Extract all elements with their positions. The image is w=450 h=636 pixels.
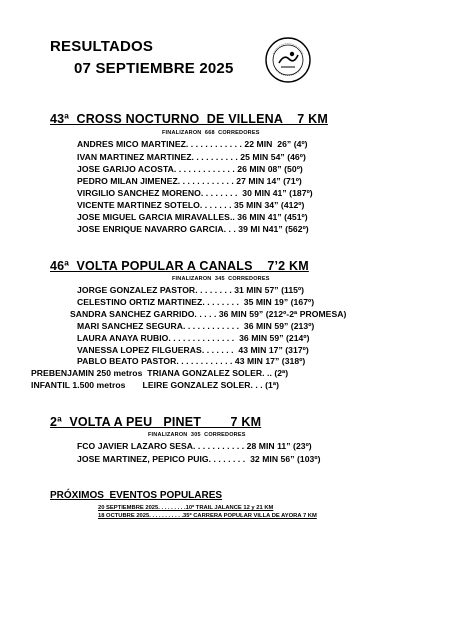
race-3-title: 2ª VOLTA A PEU PINET 7 KM bbox=[50, 415, 262, 429]
race-1-result: IVAN MARTINEZ MARTINEZ. . . . . . . . . . 25 MIN 54” (46º) bbox=[77, 152, 306, 162]
race-2-result: PREBENJAMIN 250 metros TRIANA GONZALEZ SOLER. .. (2ª) bbox=[31, 368, 289, 378]
race-2-result: LAURA ANAYA RUBIO. . . . . . . . . . . . . . 36 MIN 59” (214º) bbox=[77, 333, 310, 343]
race-2-result: MARI SANCHEZ SEGURA. . . . . . . . . . . . 36 MIN 59” (213º) bbox=[77, 321, 315, 331]
race-2-result: JORGE GONZALEZ PASTOR. . . . . . . . 31 MIN 57” (115º) bbox=[77, 285, 305, 295]
race-2-result: PABLO BEATO PASTOR. . . . . . . . . . . . 43 MIN 17” (318º) bbox=[77, 356, 306, 366]
race-1-finished: FINALIZARON 668 CORREDORES bbox=[162, 130, 260, 136]
event-item: 20 SEPTIEMBRE 2025. . . . . . . . .10º TRAIL JALANCE 12 y 21 KM bbox=[98, 505, 274, 511]
race-2-result: VANESSA LOPEZ FILGUERAS. . . . . . . 43 MIN 17” (317º) bbox=[77, 345, 309, 355]
race-1-result: JOSE GARIJO ACOSTA. . . . . . . . . . . . . 26 MIN 08” (50º) bbox=[77, 164, 303, 174]
race-1-result: ANDRES MICO MARTINEZ. . . . . . . . . . . . 22 MIN 26” (4º) bbox=[77, 139, 308, 149]
race-1-result: JOSE ENRIQUE NAVARRO GARCIA. . . 39 MI N41” (562º) bbox=[77, 224, 309, 234]
page-title: RESULTADOS bbox=[50, 38, 154, 55]
race-2-result: SANDRA SANCHEZ GARRIDO. . . . . 36 MIN 59” (212º-2ª PROMESA) bbox=[70, 309, 347, 319]
race-2-result: CELESTINO ORTIZ MARTINEZ. . . . . . . . 35 MIN 19” (167º) bbox=[77, 297, 315, 307]
race-3-finished: FINALIZARON 305 CORREDORES bbox=[148, 432, 246, 438]
club-logo bbox=[264, 36, 312, 84]
race-1-result: PEDRO MILAN JIMENEZ. . . . . . . . . . . . 27 MIN 14” (71º) bbox=[77, 176, 302, 186]
race-2-title: 46ª VOLTA POPULAR A CANALS 7’2 KM bbox=[50, 259, 309, 273]
event-item: 18 OCTUBRE 2025. . . . . . . . . . .35º CARRERA POPULAR VILLA DE AYORA 7 KM bbox=[98, 513, 317, 519]
events-title: PRÓXIMOS EVENTOS POPULARES bbox=[50, 490, 223, 501]
race-3-result: JOSE MARTINEZ, PEPICO PUIG. . . . . . . . 32 MIN 56” (103º) bbox=[77, 454, 321, 464]
page-date: 07 SEPTIEMBRE 2025 bbox=[74, 60, 234, 77]
race-1-result: JOSE MIGUEL GARCIA MIRAVALLES.. 36 MIN 41” (451º) bbox=[77, 212, 308, 222]
race-3-result: FCO JAVIER LAZARO SESA. . . . . . . . . . . 28 MIN 11” (23º) bbox=[77, 441, 312, 451]
race-2-result: INFANTIL 1.500 metros LEIRE GONZALEZ SOLER. . . (1ª) bbox=[31, 380, 280, 390]
race-1-title: 43ª CROSS NOCTURNO DE VILLENA 7 KM bbox=[50, 112, 328, 126]
race-2-finished: FINALIZARON 345 CORREDORES bbox=[172, 276, 270, 282]
race-1-result: VICENTE MARTINEZ SOTELO. . . . . . . 35 MIN 34” (412º) bbox=[77, 200, 305, 210]
race-1-result: VIRGILIO SANCHEZ MORENO. . . . . . . . 30 MIN 41” (187º) bbox=[77, 188, 313, 198]
